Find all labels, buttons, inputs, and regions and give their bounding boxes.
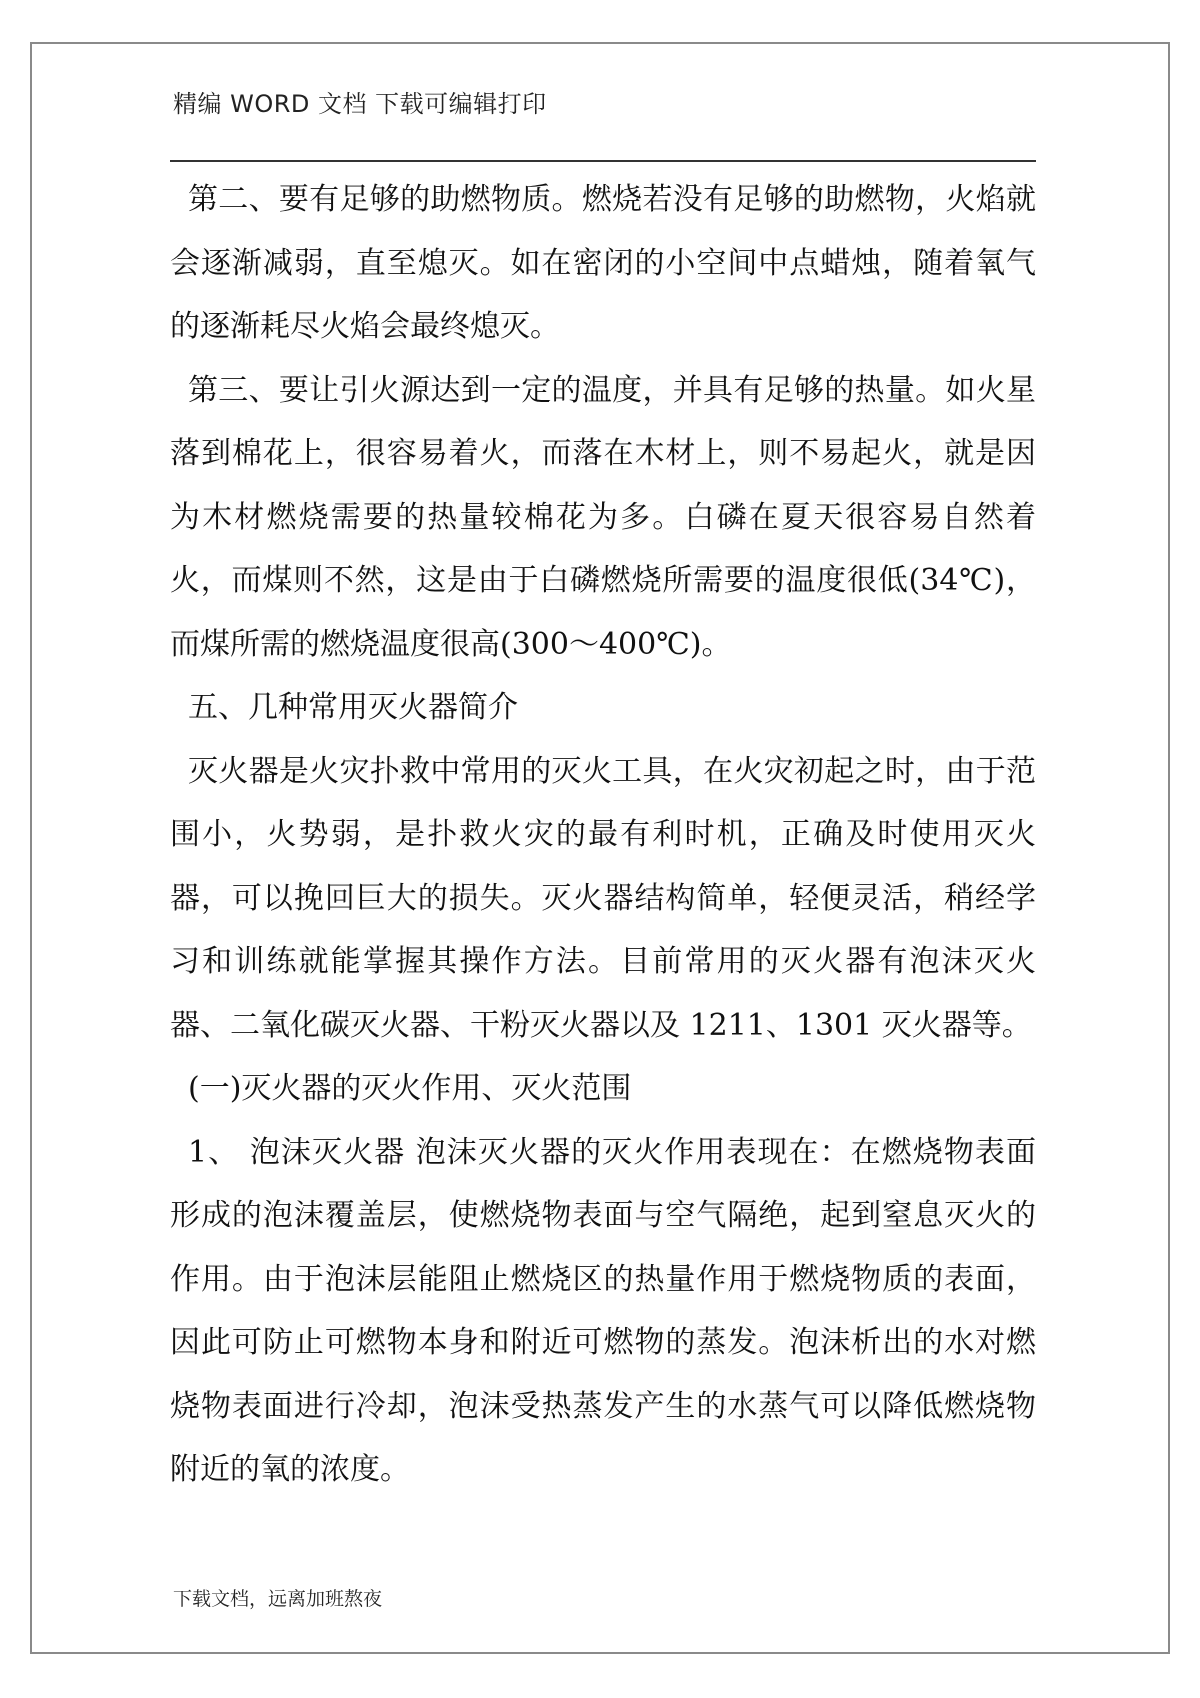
- paragraph-combustion-oxidizer: 第二、要有足够的助燃物质。燃烧若没有足够的助燃物，火焰就会逐渐减弱，直至熄灭。如在密闭的小空间中点蜡烛，随着氧气的逐渐耗尽火焰会最终熄灭。: [170, 182, 1036, 344]
- page-footer: 下载文档，远离加班熬夜: [173, 1588, 383, 1610]
- paragraph-ignition-temperature: 第三、要让引火源达到一定的温度，并具有足够的热量。如火星落到棉花上，很容易着火，而落在木材上，则不易起火，就是因为木材燃烧需要的热量较棉花为多。白磷在夏天很容易自然着火，而煤则不然，这是由于白磷燃烧所需要的温度很低(34℃)，而煤所需的燃烧温度很高(300～400℃)。: [170, 372, 1036, 662]
- paragraph-foam-extinguisher: 1、 泡沫灭火器 泡沫灭火器的灭火作用表现在：在燃烧物表面形成的泡沫覆盖层，使燃烧物表面与空气隔绝，起到窒息灭火的作用。由于泡沫层能阻止燃烧区的热量作用于燃烧物质的表面，因此可防止可燃物本身和附近可燃物的蒸发。泡沫析出的水对燃烧物表面进行冷却，泡沫受热蒸发产生的水蒸气可以降低燃烧物附近的氧的浓度。: [170, 1134, 1036, 1487]
- paragraph-extinguisher-intro: 灭火器是火灾扑救中常用的灭火工具，在火灾初起之时，由于范围小，火势弱，是扑救火灾的最有利时机，正确及时使用灭火器，可以挽回巨大的损失。灭火器结构简单，轻便灵活，稍经学习和训练就能掌握其操作方法。目前常用的灭火器有泡沫灭火器、二氧化碳灭火器、干粉灭火器以及 1211、1301 灭火器等。: [170, 753, 1036, 1043]
- section-heading-extinguishers: 五、几种常用灭火器简介: [188, 690, 518, 725]
- subsection-heading-function-scope: (一)灭火器的灭火作用、灭火范围: [188, 1071, 632, 1106]
- header-divider: [170, 160, 1036, 162]
- document-body: [170, 168, 1036, 1502]
- page-header: 精编 WORD 文档 下载可编辑打印: [173, 90, 547, 118]
